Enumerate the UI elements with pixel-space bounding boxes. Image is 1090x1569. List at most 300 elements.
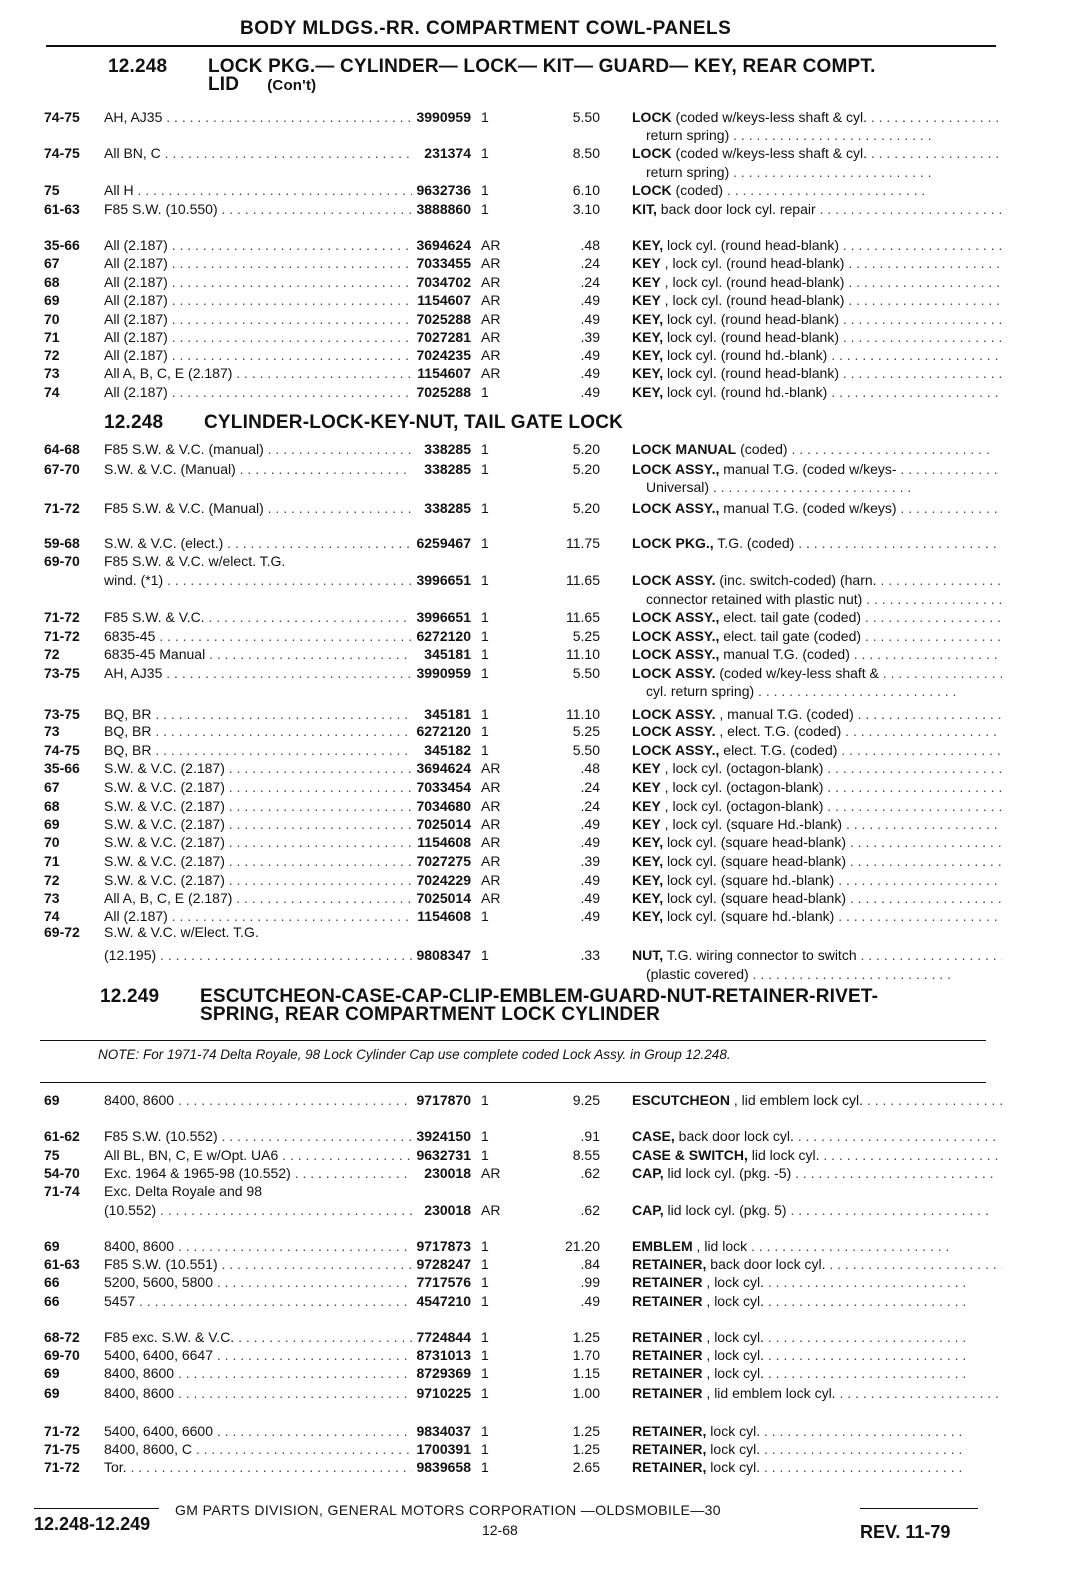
description-text: connector retained with plastic nut): [646, 591, 863, 607]
price: .49: [580, 816, 600, 832]
application: 8400, 8600 . . .: [104, 1384, 412, 1402]
list-item: [44, 254, 1004, 272]
footer-group-range: 12.248-12.249: [34, 1514, 151, 1534]
part-number: 1154607: [417, 292, 471, 308]
list-item: [44, 627, 1004, 645]
quantity: AR: [481, 1165, 501, 1181]
note-text: NOTE: For 1971-74 Delta Royale, 98 Lock Cylinder Cap use complete coded Lock Assy. in Group 12.248.: [98, 1047, 731, 1062]
item-name: KEY: [632, 779, 661, 795]
price: .24: [580, 798, 600, 814]
year-range: 61-63: [44, 1256, 80, 1272]
price: .49: [580, 872, 600, 888]
description: [632, 460, 1002, 478]
list-item: [44, 291, 1004, 309]
price: .48: [580, 760, 600, 776]
part-number: 345182: [424, 742, 471, 758]
application: 5400, 6400, 6600 . . .: [104, 1422, 412, 1440]
part-number: 338285: [424, 500, 471, 516]
price: .49: [580, 311, 600, 327]
description: [632, 571, 1002, 589]
quantity: 1: [481, 145, 489, 161]
application: F85 S.W. & V.C. (manual) . . .: [104, 440, 412, 458]
description-text: back door lock cyl.: [674, 1128, 794, 1144]
description: [632, 499, 1002, 517]
description-text: , lock cyl. (octagon-blank): [660, 779, 824, 795]
part-number: 6272120: [416, 628, 471, 644]
section-number: 12.248: [104, 412, 164, 433]
year-range: 71-72: [44, 500, 80, 516]
list-item: [44, 1292, 1004, 1310]
year-range: 64-68: [44, 441, 80, 457]
year-range: 73-75: [44, 665, 80, 681]
quantity: AR: [481, 872, 501, 888]
quantity: 1: [481, 461, 489, 477]
item-name: KEY,: [632, 908, 664, 924]
quantity: 1: [481, 1459, 489, 1475]
list-item: [44, 1127, 1004, 1145]
year-range: 35-66: [44, 237, 80, 253]
description: [632, 852, 1002, 870]
quantity: AR: [481, 255, 501, 271]
description: [632, 1273, 1002, 1291]
description-text: lid lock cyl.: [747, 1147, 820, 1163]
description: [632, 1091, 1002, 1109]
footer-rule-left: [34, 1508, 159, 1509]
application: All (2.187) . . .: [104, 273, 412, 291]
list-item: [44, 273, 1004, 291]
year-range: 69: [44, 292, 60, 308]
application: All (2.187) . . .: [104, 383, 412, 401]
year-range: 72: [44, 646, 60, 662]
description: [632, 364, 1002, 382]
item-name: KEY,: [632, 853, 664, 869]
item-name: KEY: [632, 798, 661, 814]
list-item: [44, 946, 1004, 964]
quantity: AR: [481, 292, 501, 308]
year-range: 61-63: [44, 201, 80, 217]
application: S.W. & V.C. (2.187) . . .: [104, 778, 412, 796]
application: Exc. 1964 & 1965-98 (10.552) . . .: [104, 1164, 412, 1182]
quantity: AR: [481, 890, 501, 906]
year-range: 68-72: [44, 1329, 80, 1345]
price: .49: [580, 1293, 600, 1309]
description: [632, 181, 1002, 199]
year-range: 75: [44, 1147, 60, 1163]
price: .99: [580, 1274, 600, 1290]
price: .84: [580, 1256, 600, 1272]
item-name: LOCK ASSY.: [632, 665, 716, 681]
description: [632, 1201, 1002, 1219]
quantity: 1: [481, 1128, 489, 1144]
item-name: CAP,: [632, 1202, 664, 1218]
description: [632, 1328, 1002, 1346]
description-text: , lock cyl.: [702, 1274, 764, 1290]
application: F85 S.W. & V.C. . . .: [104, 608, 412, 626]
part-number: 7717576: [416, 1274, 471, 1290]
price: 1.25: [572, 1423, 600, 1439]
description: [632, 1255, 1002, 1273]
list-item: [44, 108, 1004, 126]
quantity: 1: [481, 1423, 489, 1439]
description: [632, 682, 1002, 700]
part-number: 7027275: [416, 853, 471, 869]
description: [632, 815, 1002, 833]
description: [632, 965, 1002, 983]
item-name: CASE & SWITCH,: [632, 1147, 748, 1163]
price: .24: [580, 779, 600, 795]
year-range: 71-72: [44, 628, 80, 644]
quantity: 1: [481, 706, 489, 722]
description-text: elect. T.G. (coded): [719, 742, 838, 758]
description: [632, 126, 1002, 144]
application: BQ, BR . . .: [104, 705, 412, 723]
price: 8.55: [572, 1147, 600, 1163]
list-item: [44, 1237, 1004, 1255]
year-range: 66: [44, 1293, 60, 1309]
item-name: EMBLEM: [632, 1238, 693, 1254]
application: All BN, C . . .: [104, 144, 412, 162]
list-item: [44, 852, 1004, 870]
year-range: 72: [44, 347, 60, 363]
application: All (2.187) . . .: [104, 907, 412, 925]
description: [632, 1422, 1002, 1440]
item-name: KEY,: [632, 365, 664, 381]
section-number: 12.248: [108, 56, 168, 77]
price: 5.20: [572, 500, 600, 516]
price: .49: [580, 365, 600, 381]
item-name: RETAINER: [632, 1385, 703, 1401]
item-name: KEY: [632, 255, 661, 271]
part-number: 7024235: [416, 347, 471, 363]
price: 3.10: [572, 201, 600, 217]
quantity: 1: [481, 201, 489, 217]
item-name: LOCK MANUAL: [632, 441, 737, 457]
item-name: CASE,: [632, 1128, 675, 1144]
part-number: 7034680: [416, 798, 471, 814]
price: .62: [580, 1165, 600, 1181]
description-text: lock cyl. (square head-blank): [663, 834, 846, 850]
list-item: [44, 1273, 1004, 1291]
quantity: AR: [481, 237, 501, 253]
application: F85 S.W. (10.550) . . .: [104, 200, 412, 218]
list-item: [44, 741, 1004, 759]
year-range: 71-72: [44, 1459, 80, 1475]
item-name: KEY,: [632, 834, 664, 850]
item-name: KEY: [632, 292, 661, 308]
description: [632, 1440, 1002, 1458]
application: 5200, 5600, 5800 . . .: [104, 1273, 412, 1291]
year-range: 68: [44, 274, 60, 290]
year-range: 67: [44, 779, 60, 795]
item-name: RETAINER,: [632, 1459, 707, 1475]
list-item: [44, 126, 1004, 144]
year-range: 68: [44, 798, 60, 814]
description: [632, 328, 1002, 346]
list-item: [44, 144, 1004, 162]
part-number: 345181: [424, 706, 471, 722]
description: [632, 608, 1002, 626]
description: [632, 236, 1002, 254]
list-item: [44, 236, 1004, 254]
footer-revision: REV. 11-79: [860, 1522, 951, 1542]
note-rule-top: [40, 1040, 986, 1041]
section-title: LOCK PKG.— CYLINDER— LOCK— KIT— GUARD— KEY, REAR COMPT.: [208, 56, 876, 77]
item-name: LOCK ASSY.,: [632, 742, 720, 758]
item-name: KEY: [632, 274, 661, 290]
quantity: 1: [481, 1092, 489, 1108]
item-name: RETAINER: [632, 1329, 703, 1345]
list-item: [44, 778, 1004, 796]
price: 11.10: [566, 706, 600, 722]
item-name: LOCK ASSY.,: [632, 646, 720, 662]
quantity: 1: [481, 109, 489, 125]
description-text: , elect. T.G. (coded): [715, 723, 842, 739]
description-text: , lock cyl.: [702, 1329, 764, 1345]
part-number: 6272120: [416, 723, 471, 739]
description: [632, 664, 1002, 682]
part-number: 3990959: [416, 109, 471, 125]
application: BQ, BR . . .: [104, 741, 412, 759]
year-range: 71-72: [44, 1423, 80, 1439]
list-item: [44, 571, 1004, 589]
year-range: 69: [44, 1385, 60, 1401]
description-text: cyl. return spring): [646, 683, 755, 699]
description: [632, 705, 1002, 723]
part-number: 9632736: [416, 182, 471, 198]
application: 8400, 8600 . . .: [104, 1091, 412, 1109]
description-text: , lock cyl. (octagon-blank): [660, 760, 824, 776]
description: [632, 273, 1002, 291]
description-text: lock cyl. (square hd.-blank): [663, 908, 835, 924]
quantity: 1: [481, 1147, 489, 1163]
quantity: 1: [481, 572, 489, 588]
application: All H . . .: [104, 181, 412, 199]
application: (10.552) . . .: [104, 1201, 412, 1219]
description: [632, 1146, 1002, 1164]
description-text: (coded w/key-less shaft &: [715, 665, 879, 681]
list-item: [44, 1458, 1004, 1476]
description-text: , lid emblem lock cyl.: [730, 1092, 864, 1108]
part-number: 231374: [424, 145, 471, 161]
application: All A, B, C, E (2.187) . . .: [104, 364, 412, 382]
description: [632, 946, 1002, 964]
price: .49: [580, 890, 600, 906]
part-number: 1700391: [416, 1441, 471, 1457]
description-text: T.G. wiring connector to switch: [663, 947, 857, 963]
page-title: BODY MLDGS.-RR. COMPARTMENT COWL-PANELS: [240, 18, 732, 39]
application: All (2.187) . . .: [104, 310, 412, 328]
item-name: KEY,: [632, 311, 664, 327]
year-range: 71-72: [44, 609, 80, 625]
part-number: 9728247: [416, 1256, 471, 1272]
quantity: 1: [481, 384, 489, 400]
list-item: [44, 440, 1004, 458]
application: S.W. & V.C. w/Elect. T.G.: [104, 924, 259, 940]
year-range: 71: [44, 853, 60, 869]
description-text: (coded): [736, 441, 788, 457]
item-name: KEY: [632, 760, 661, 776]
description: [632, 1164, 1002, 1182]
description-text: lock cyl. (square hd.-blank): [663, 872, 835, 888]
list-item: [44, 833, 1004, 851]
application: S.W. & V.C. (2.187) . . .: [104, 871, 412, 889]
list-item: [44, 664, 1004, 682]
item-name: RETAINER: [632, 1347, 703, 1363]
year-range: 74-75: [44, 742, 80, 758]
application: S.W. & V.C. (2.187) . . .: [104, 815, 412, 833]
description: [632, 1127, 1002, 1145]
description-text: , lock cyl. (square Hd.-blank): [660, 816, 843, 832]
price: 1.25: [572, 1441, 600, 1457]
list-item: [44, 682, 1004, 700]
quantity: 1: [481, 1347, 489, 1363]
list-item: [44, 460, 1004, 478]
description-text: manual T.G. (coded w/keys-: [719, 461, 897, 477]
description-text: T.G. (coded): [713, 535, 795, 551]
year-range: 66: [44, 1274, 60, 1290]
application: 8400, 8600 . . .: [104, 1237, 412, 1255]
application: All BL, BN, C, E w/Opt. UA6 . . .: [104, 1146, 412, 1164]
application: Tor. . . .: [104, 1458, 412, 1476]
description-text: lock cyl. (square head-blank): [663, 890, 846, 906]
price: 1.15: [572, 1365, 600, 1381]
item-name: LOCK ASSY.,: [632, 628, 720, 644]
year-range: 73: [44, 723, 60, 739]
year-range: 73-75: [44, 706, 80, 722]
list-item: [44, 722, 1004, 740]
list-item: [44, 797, 1004, 815]
description-text: elect. tail gate (coded): [719, 628, 862, 644]
item-name: KEY,: [632, 872, 664, 888]
application: 5457 . . .: [104, 1292, 412, 1310]
list-item: [44, 499, 1004, 517]
list-item: [44, 478, 1004, 496]
quantity: AR: [481, 329, 501, 345]
year-range: 74-75: [44, 109, 80, 125]
application: F85 S.W. (10.551) . . .: [104, 1255, 412, 1273]
price: .91: [580, 1128, 600, 1144]
list-item: [44, 534, 1004, 552]
description: [632, 1364, 1002, 1382]
section-title: CYLINDER-LOCK-KEY-NUT, TAIL GATE LOCK: [204, 412, 624, 433]
item-name: KEY,: [632, 329, 664, 345]
item-name: RETAINER,: [632, 1423, 707, 1439]
quantity: 1: [481, 1385, 489, 1401]
item-name: KEY: [632, 816, 661, 832]
note-rule-bottom: [40, 1082, 986, 1083]
description-text: lock cyl. (round head-blank): [663, 237, 839, 253]
item-name: LOCK PKG.,: [632, 535, 714, 551]
list-item: [44, 965, 1004, 983]
description: [632, 478, 1002, 496]
description: [632, 722, 1002, 740]
section-title-continued: [208, 76, 316, 94]
application: F85 S.W. (10.552) . . .: [104, 1127, 412, 1145]
quantity: 1: [481, 1256, 489, 1272]
part-number: 7033455: [416, 255, 471, 271]
price: 2.65: [572, 1459, 600, 1475]
list-item: [44, 608, 1004, 626]
description-text: , lock cyl. (octagon-blank): [660, 798, 824, 814]
section-title-line2: LID: [208, 74, 240, 95]
year-range: 59-68: [44, 535, 80, 551]
quantity: 1: [481, 908, 489, 924]
price: 21.20: [564, 1238, 600, 1254]
application: F85 S.W. & V.C. (Manual) . . .: [104, 499, 412, 517]
price: 5.25: [572, 628, 600, 644]
item-name: CAP,: [632, 1165, 664, 1181]
application: All (2.187) . . .: [104, 291, 412, 309]
part-number: 3990959: [416, 665, 471, 681]
year-range: 69: [44, 816, 60, 832]
description-text: manual T.G. (coded): [719, 646, 850, 662]
quantity: 1: [481, 1441, 489, 1457]
item-name: ESCUTCHEON: [632, 1092, 731, 1108]
item-name: RETAINER: [632, 1365, 703, 1381]
part-number: 9839658: [416, 1459, 471, 1475]
quantity: 1: [481, 947, 489, 963]
application: F85 S.W. & V.C. w/elect. T.G.: [104, 553, 286, 569]
part-number: 3924150: [416, 1128, 471, 1144]
part-number: 9808347: [416, 947, 471, 963]
year-range: 71: [44, 329, 60, 345]
description-text: (coded w/keys-less shaft & cyl.: [671, 109, 867, 125]
list-item: [44, 1440, 1004, 1458]
item-name: RETAINER: [632, 1274, 703, 1290]
section-title-line2: SPRING, REAR COMPARTMENT LOCK CYLINDER: [200, 1004, 661, 1025]
description-text: lock cyl. (round hd.-blank): [663, 384, 828, 400]
price: 9.25: [572, 1092, 600, 1108]
price: 11.65: [566, 572, 600, 588]
price: 11.10: [566, 646, 600, 662]
application: S.W. & V.C. (2.187) . . .: [104, 852, 412, 870]
price: .62: [580, 1202, 600, 1218]
description-text: lid lock cyl. (pkg. -5): [663, 1165, 792, 1181]
application: All A, B, C, E (2.187) . . .: [104, 889, 412, 907]
item-name: KEY,: [632, 347, 664, 363]
price: .49: [580, 347, 600, 363]
list-item: [44, 889, 1004, 907]
year-range: 67-70: [44, 461, 80, 477]
application: All (2.187) . . .: [104, 236, 412, 254]
item-name: LOCK ASSY.,: [632, 461, 720, 477]
description-text: (coded): [671, 182, 724, 198]
quantity: 1: [481, 182, 489, 198]
quantity: AR: [481, 798, 501, 814]
application: AH, AJ35 . . .: [104, 664, 412, 682]
description: [632, 590, 1002, 608]
part-number: 7724844: [416, 1329, 471, 1345]
description-text: , lid lock: [692, 1238, 748, 1254]
description: [632, 108, 1002, 126]
year-range: 74-75: [44, 145, 80, 161]
part-number: 7025288: [416, 311, 471, 327]
price: 1.00: [572, 1385, 600, 1401]
item-name: RETAINER: [632, 1293, 703, 1309]
list-item: [44, 871, 1004, 889]
price: .39: [580, 329, 600, 345]
description-text: lock cyl. (round head-blank): [663, 365, 839, 381]
application: Exc. Delta Royale and 98: [104, 1183, 262, 1199]
description-text: lock cyl. (round head-blank): [663, 329, 839, 345]
quantity: 1: [481, 1293, 489, 1309]
quantity: AR: [481, 365, 501, 381]
list-item: [44, 383, 1004, 401]
application: wind. (*1) . . .: [104, 571, 412, 589]
year-range: 69: [44, 1365, 60, 1381]
item-name: LOCK: [632, 145, 672, 161]
part-number: 3996651: [416, 572, 471, 588]
